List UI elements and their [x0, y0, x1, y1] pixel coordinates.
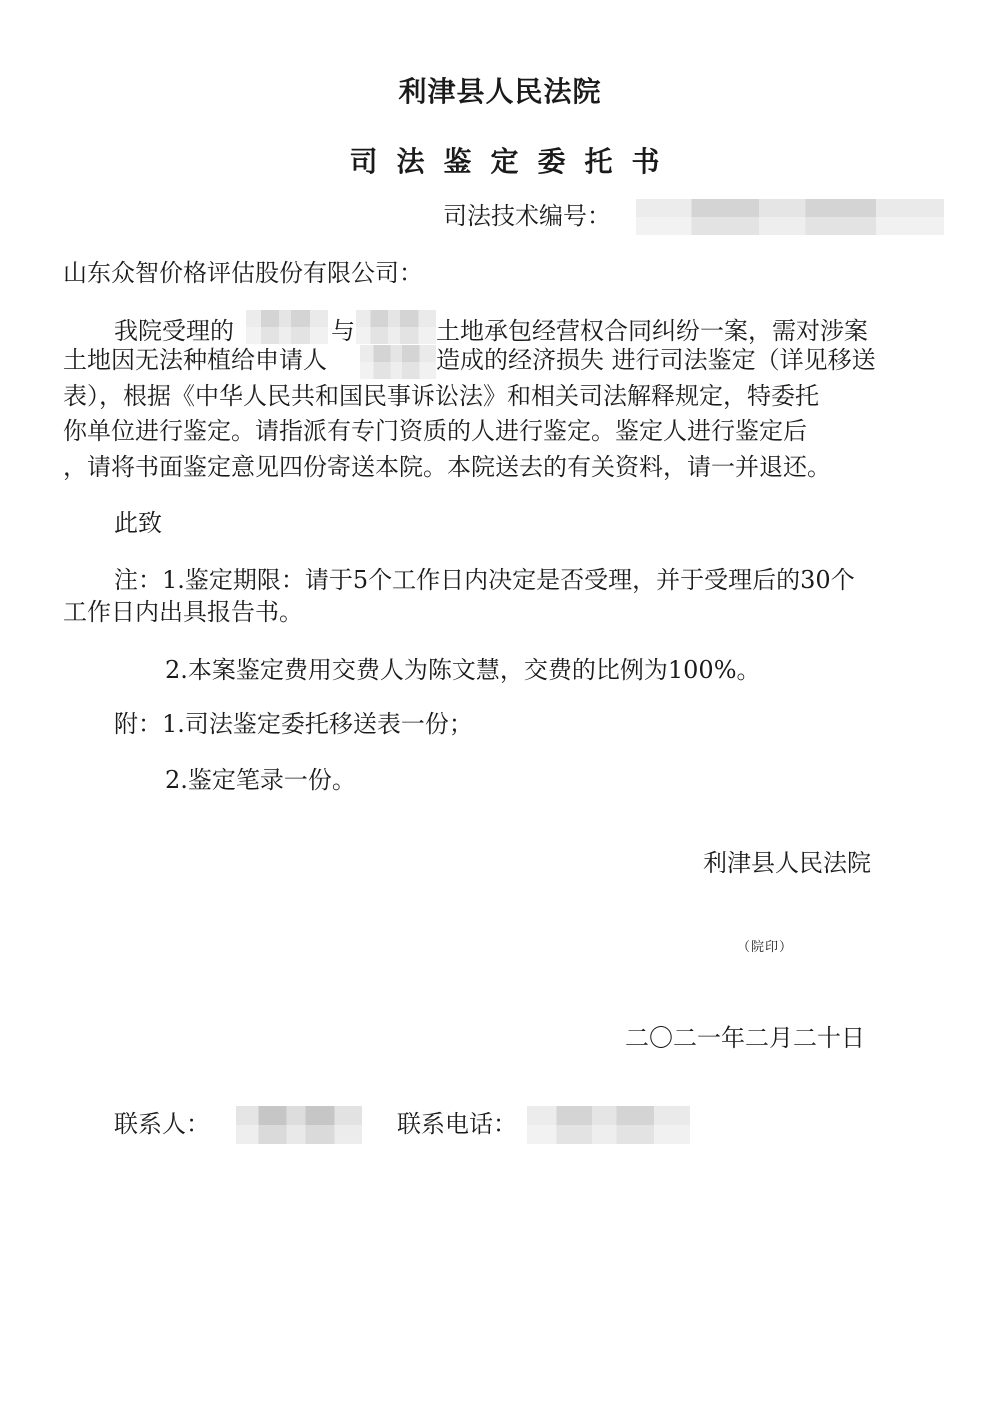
attachment-2: 2.鉴定笔录一份。 — [165, 766, 356, 794]
paragraph-line-2a: 土地因无法种植给申请人 — [63, 346, 327, 374]
reference-number-label: 司法技术编号： — [443, 202, 611, 230]
redacted-reference-number — [636, 199, 944, 235]
paragraph-line-3: 表），根据《中华人民共和国民事诉讼法》和相关司法解释规定，特委托 — [63, 382, 819, 410]
signature-court-name: 利津县人民法院 — [703, 849, 871, 877]
seal-note: （院印） — [737, 940, 794, 955]
signature-date: 二〇二一年二月二十日 — [625, 1024, 865, 1052]
redacted-applicant — [360, 345, 436, 379]
court-name-heading: 利津县人民法院 — [398, 75, 602, 108]
note-2: 2.本案鉴定费用交费人为陈文慧，交费的比例为100%。 — [165, 656, 761, 684]
paragraph-line-1a: 我院受理的 — [114, 317, 234, 345]
note-1-line-2: 工作日内出具报告书。 — [63, 598, 303, 626]
redacted-contact-person — [236, 1106, 362, 1144]
paragraph-line-2b: 造成的经济损失 进行司法鉴定（详见移送 — [436, 346, 876, 374]
paragraph-line-4: 你单位进行鉴定。请指派有专门资质的人进行鉴定。鉴定人进行鉴定后 — [63, 417, 807, 445]
redacted-party-2 — [356, 310, 436, 344]
contact-phone-label: 联系电话： — [397, 1110, 517, 1138]
addressee: 山东众智价格评估股份有限公司： — [63, 259, 423, 287]
paragraph-line-1c: 土地承包经营权合同纠纷一案，需对涉案 — [436, 317, 868, 345]
paragraph-line-1b: 与 — [331, 317, 355, 345]
attachment-1: 附：1.司法鉴定委托移送表一份； — [114, 710, 473, 738]
salutation: 此致 — [114, 509, 162, 537]
note-1-line-1: 注：1.鉴定期限：请于5个工作日内决定是否受理，并于受理后的30个 — [114, 566, 855, 594]
contact-person-label: 联系人： — [114, 1110, 210, 1138]
redacted-party-1 — [246, 310, 328, 344]
paragraph-line-5: ，请将书面鉴定意见四份寄送本院。本院送去的有关资料，请一并退还。 — [63, 453, 831, 481]
document-title: 司法鉴定委托书 — [349, 145, 679, 178]
redacted-contact-phone — [527, 1106, 690, 1144]
